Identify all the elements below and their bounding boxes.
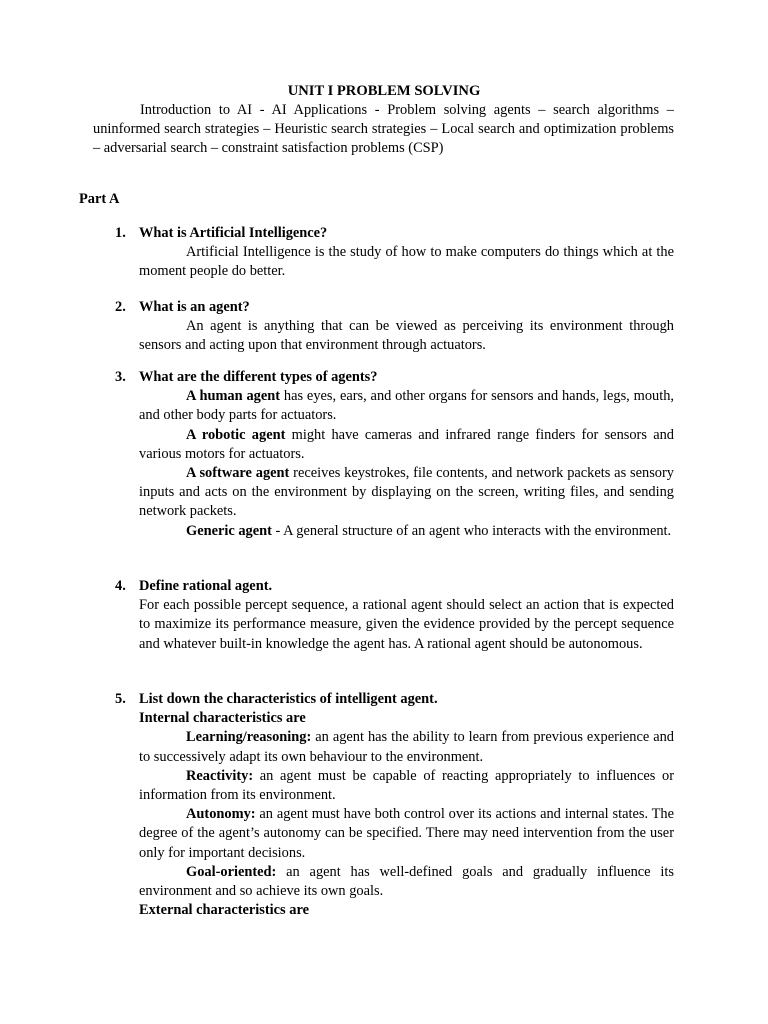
answer xyxy=(139,243,674,281)
characteristic-learning xyxy=(139,728,674,766)
question-number: 3. xyxy=(115,369,126,385)
agent-type-description: has eyes, ears, and other organs for sensors and hands, legs, mouth, and other body parts for actuators. xyxy=(139,388,675,424)
question-5 xyxy=(115,690,674,920)
page-title: UNIT I PROBLEM SOLVING xyxy=(287,83,481,99)
agent-type-robotic xyxy=(139,426,674,464)
unit-syllabus: Introduction to AI - AI Applications - Problem solving agents – search algorithms – uninformed search strategies – Heuristic search strategies – Local search and optimization problems – adversarial search – constraint satisfaction problems (CSP) xyxy=(93,102,674,157)
question-heading xyxy=(115,690,674,709)
answer-paragraph: For each possible percept sequence, a rational agent should select an action that is expected to maximize its performance measure, given the evidence provided by the percept sequence and whatever built-in knowledge the agent has. A rational agent should be autonomous. xyxy=(139,597,674,652)
characteristic-description: an agent has well-defined goals and gradually influence its environment and so achieve its own goals. xyxy=(139,863,674,900)
agent-type-term: A robotic agent xyxy=(186,426,286,443)
agent-type-term: Generic agent xyxy=(186,522,272,539)
agent-type-description: - A general structure of an agent who interacts with the environment. xyxy=(271,522,672,539)
answer-paragraph: Artificial Intelligence is the study of how to make computers do things which at the moment people do better. xyxy=(139,244,674,280)
internal-characteristics-heading: Internal characteristics are xyxy=(139,710,306,727)
answer xyxy=(139,317,674,355)
agent-type-description: receives keystrokes, file contents, and network packets as sensory inputs and acts on the environment by displaying on the screen, writing files, and sending network packets. xyxy=(139,465,674,520)
characteristic-term: Learning/reasoning: xyxy=(186,729,312,746)
answer xyxy=(139,596,674,654)
agent-type-human xyxy=(139,387,674,425)
question-text: List down the characteristics of intelligent agent. xyxy=(139,691,438,707)
answer xyxy=(139,387,674,541)
question-heading xyxy=(115,368,674,387)
agent-type-software xyxy=(139,464,674,522)
question-4 xyxy=(115,577,674,654)
question-text: What are the different types of agents? xyxy=(139,369,378,385)
characteristic-description: an agent must have both control over its actions and internal states. The degree of the agent’s autonomy can be specified. There may need intervention from the user only for important decisions. xyxy=(139,806,674,861)
characteristic-description: an agent must be capable of reacting appropriately to influences or information from its environment. xyxy=(139,767,674,804)
characteristic-term: Reactivity: xyxy=(186,767,254,784)
agent-type-term: A software agent xyxy=(186,465,290,482)
question-number: 2. xyxy=(115,299,126,315)
agent-type-term: A human agent xyxy=(186,388,281,405)
characteristic-autonomy xyxy=(139,805,674,863)
question-heading xyxy=(115,577,674,596)
external-characteristics-heading: External characteristics are xyxy=(139,902,309,919)
question-heading xyxy=(115,298,674,317)
answer xyxy=(139,709,674,920)
part-heading: Part A xyxy=(79,191,120,207)
characteristic-term: Goal-oriented: xyxy=(186,863,277,880)
question-2 xyxy=(115,298,674,356)
question-number: 5. xyxy=(115,691,126,707)
question-text: What is Artificial Intelligence? xyxy=(139,225,328,241)
question-heading xyxy=(115,224,674,243)
question-text: Define rational agent. xyxy=(139,578,273,594)
characteristic-term: Autonomy: xyxy=(186,806,256,823)
agent-type-generic xyxy=(139,522,674,541)
answer-paragraph: An agent is anything that can be viewed as perceiving its environment through sensors and acting upon that environment through actuators. xyxy=(139,318,674,354)
agent-type-description: might have cameras and infrared range finders for sensors and various motors for actuators. xyxy=(139,426,674,462)
characteristic-reactivity xyxy=(139,767,674,805)
question-number: 4. xyxy=(115,578,126,594)
characteristic-goal-oriented xyxy=(139,863,674,901)
question-text: What is an agent? xyxy=(139,299,250,315)
question-number: 1. xyxy=(115,225,126,241)
question-1 xyxy=(115,224,674,282)
question-3 xyxy=(115,368,674,541)
characteristic-description: an agent has the ability to learn from previous experience and to successively adapt its own behaviour to the environment. xyxy=(139,729,674,765)
